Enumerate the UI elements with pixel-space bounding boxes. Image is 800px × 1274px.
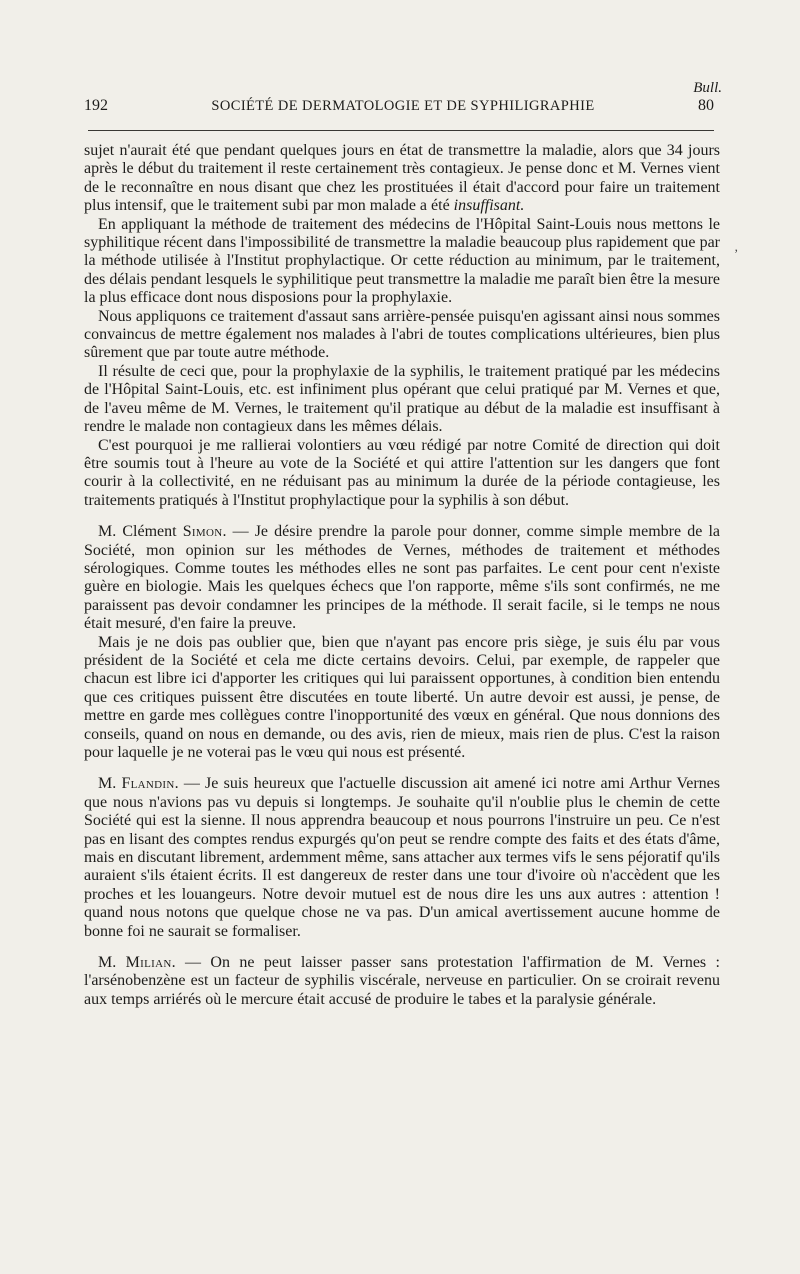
bull-annotation: Bull. [693,80,722,96]
paragraph: Il résulte de ceci que, pour la prophylaxie de la syphilis, le traitement pratiqué par les médecins de l'Hôpital Saint-Louis, etc. est infiniment plus opérant que celui pratiqué par M. Vernes et que, de l'aveu même de M. Vernes, le traitement qu'il pratique au début de la maladie est insuffisant à rendre le malade non contagieux dans les mêmes délais. [84,362,720,436]
margin-mark: ʼ [734,246,739,261]
speaker-prefix: M. Clément [98,523,183,541]
paragraph-speaker-milian [84,954,720,1009]
speaker-name: Simon [182,523,223,541]
emphasis-text: insuffisant. [453,197,525,215]
page-number: 192 [84,97,108,114]
paragraph-speaker-flandin [84,775,720,941]
paragraph: Nous appliquons ce traitement d'assaut sans arrière-pensée puisqu'en agissant ainsi nous sommes convaincus de mettre également nos malades à l'abri de toutes complications ultérieures, bien plus sûrement que par toute autre méthode. [84,307,720,362]
paragraph-text: . — Je suis heureux que l'actuelle discussion ait amené ici notre ami Arthur Vernes que nous n'avions pas vu depuis si longtemps. Je souhaite qu'il n'oublie plus le chemin de cette Société qui est la sienne. Il nous apprendra beaucoup et nous pourrons l'instruire un peu. Ce n'est pas en lisant des comptes rendus expurgés qu'on peut se rendre compte des faits et des états d'âme, mais en discutant librement, ardemment même, sans attacher aux termes vifs le sens péjoratif qu'ils auraient s'ils étaient écrits. Il est dangereux de rester dans une tour d'ivoire où n'accèdent que les proches et les louangeurs. Notre devoir mutuel est de nous dire les uns aux autres : attention ! quand nous notons que quelque chose ne va pas. D'un amical avertissement aucune homme de bonne foi ne saurait se formaliser. [84,775,720,940]
running-header [84,97,714,115]
paragraph [84,142,720,216]
paragraph: C'est pourquoi je me rallierai volontiers au vœu rédigé par notre Comité de direction qui doit être soumis tout à l'heure au vote de la Société et qui attire l'attention sur les dangers que font courir à la collectivité, en ne réduisant pas au minimum la durée de la période contagieuse, les traitements pratiqués à l'Institut prophylactique pour la syphilis à son début. [84,436,720,509]
paragraph: En appliquant la méthode de traitement des médecins de l'Hôpital Saint-Louis nous mettons le syphilitique récent dans l'impossibilité de transmettre la maladie beaucoup plus rapidement que par la méthode utilisée à l'Institut prophylactique. Or cette réduction au minimum, par le traitement, des délais pendant lesquels le syphilitique peut transmettre la maladie me paraît bien être la mesure la plus efficace dont nous disposions pour la prophylaxie. [84,215,720,307]
speaker-name: Flandin [121,775,175,793]
paragraph-text: . — Je désire prendre la parole pour donner, comme simple membre de la Société, mon opinion sur les méthodes de Vernes, méthodes de traitement et méthodes sérologiques. Comme toutes les méthodes elles ne sont pas parfaites. Le cent pour cent n'existe guère en biologie. Mais les quelques échecs que l'on rapporte, même s'ils sont confirmés, ne me paraissent pas devoir condamner les principes de la méthode. Il serait facile, si le temps ne nous était mesuré, d'en faire la preuve. [84,523,721,633]
paragraph-speaker-simon [84,523,720,633]
speaker-prefix: M. [98,775,122,793]
paragraph-text: . — On ne peut laisser passer sans protestation l'affirmation de M. Vernes : l'arsénobenzène est un facteur de syphilis viscérale, nerveuse en particulier. On se croirait revenu aux temps arriérés où le mercure était accusé de produire le tabes et la paralysie générale. [84,954,721,1008]
speaker-name: Milian [125,954,172,972]
bulletin-number: 80 [698,97,714,114]
speaker-prefix: M. [98,954,126,972]
body-text [84,142,720,1009]
running-title: SOCIÉTÉ DE DERMATOLOGIE ET DE SYPHILIGRAPHIE [211,98,595,114]
paragraph: Mais je ne dois pas oublier que, bien que n'ayant pas encore pris siège, je suis élu par vous président de la Société et cela me dicte certains devoirs. Celui, par exemple, de rappeler que chacun est libre ici d'apporter les critiques qui lui paraissent opportunes, à condition bien entendu que ces critiques puissent être discutées en toute liberté. Un autre devoir est aussi, je pense, de mettre en garde mes collègues contre l'inopportunité des vœux en général. Que nous donnions des conseils, quand on nous en demande, ou des avis, rien de mieux, mais rien de plus. C'est la raison pour laquelle je ne voterai pas le vœu qui nous est présenté. [84,633,720,761]
paragraph-text: sujet n'aurait été que pendant quelques jours en état de transmettre la maladie, alors que 34 jours après le début du traitement il reste certainement très contagieux. Je pense donc et M. Vernes vient de le reconnaître en nous disant que chez les prostituées il était d'accord pour faire un traitement plus intensif, que le traitement subi par mon malade a été [84,142,720,215]
header-rule [88,130,714,131]
